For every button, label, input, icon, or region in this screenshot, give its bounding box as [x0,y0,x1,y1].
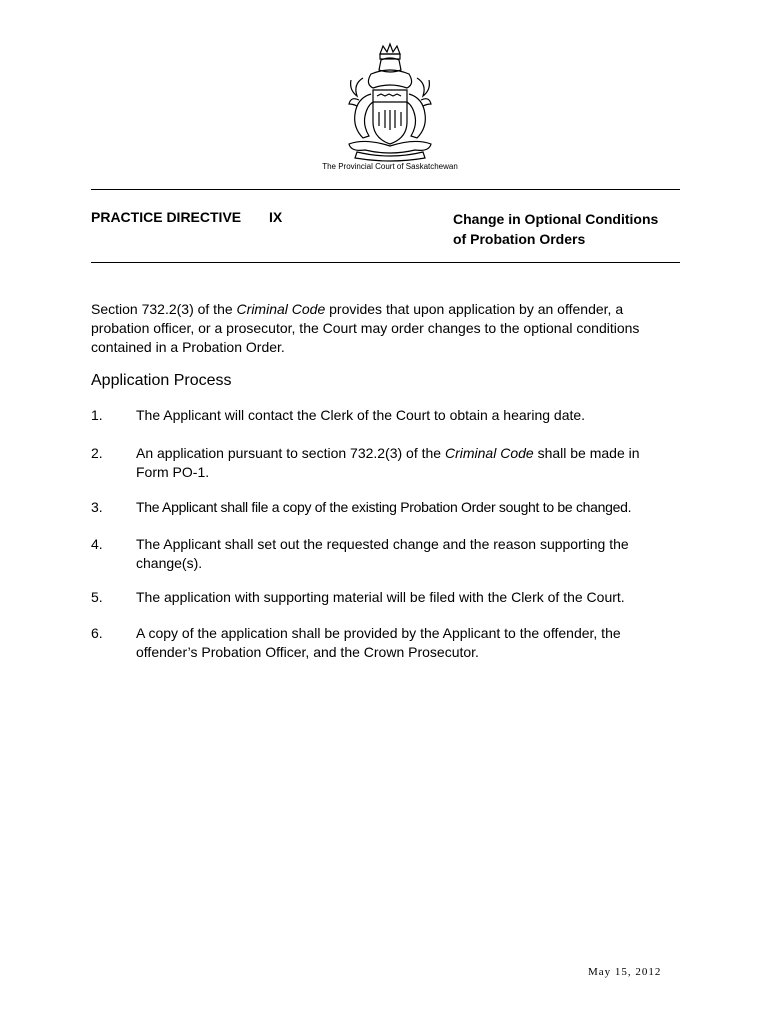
intro-line-3: contained in a Probation Order. [91,339,285,355]
directive-title [453,209,693,249]
section-heading: Application Process [91,372,232,389]
bottom-divider [91,262,680,263]
item-text [136,588,686,607]
item-text-part: An application pursuant to section 732.2(3) of the [136,445,445,461]
top-divider [91,189,680,190]
item-line [136,444,686,463]
document-date: May 15, 2012 [588,966,662,978]
item-number: 4. [91,536,103,552]
item-line: change(s). [136,555,203,571]
directive-number: IX [269,209,283,225]
item-line: The application with supporting material will be filed with the Clerk of the Court. [136,589,625,605]
item-line: offender’s Probation Officer, and the Crown Prosecutor. [136,644,479,660]
item-number: 6. [91,625,103,641]
item-text [136,444,686,482]
intro-line-1 [91,300,686,319]
item-text [136,498,686,517]
statute-name: Criminal Code [444,445,534,461]
intro-text: Section 732.2(3) of the [91,301,237,317]
crest-caption: The Provincial Court of Saskatchewan [322,162,458,171]
item-text [136,535,686,573]
statute-name: Criminal Code [236,301,326,317]
item-line: Form PO-1. [136,464,210,480]
item-line: The Applicant shall file a copy of the existing Probation Order sought to be changed. [136,499,632,515]
directive-title-line-1: Change in Optional Conditions [453,211,659,227]
item-text [136,406,686,425]
item-number: 5. [91,589,103,605]
item-line: A copy of the application shall be provided by the Applicant to the offender, the [136,625,621,641]
intro-line-2: probation officer, or a prosecutor, the Court may order changes to the optional conditions [91,320,640,336]
item-text-part: shall be made in [533,445,640,461]
item-number: 3. [91,499,103,515]
item-line: The Applicant shall set out the requested change and the reason supporting the [136,536,629,552]
item-number: 1. [91,407,103,423]
item-line: The Applicant will contact the Clerk of the Court to obtain a hearing date. [136,407,586,423]
intro-text: provides that upon application by an offender, a [325,301,624,317]
item-number: 2. [91,445,103,461]
directive-label: PRACTICE DIRECTIVE [91,209,242,225]
item-text [136,624,686,662]
coat-of-arms-icon [335,40,445,162]
directive-title-line-2: of Probation Orders [453,231,586,247]
intro-paragraph [91,300,686,357]
